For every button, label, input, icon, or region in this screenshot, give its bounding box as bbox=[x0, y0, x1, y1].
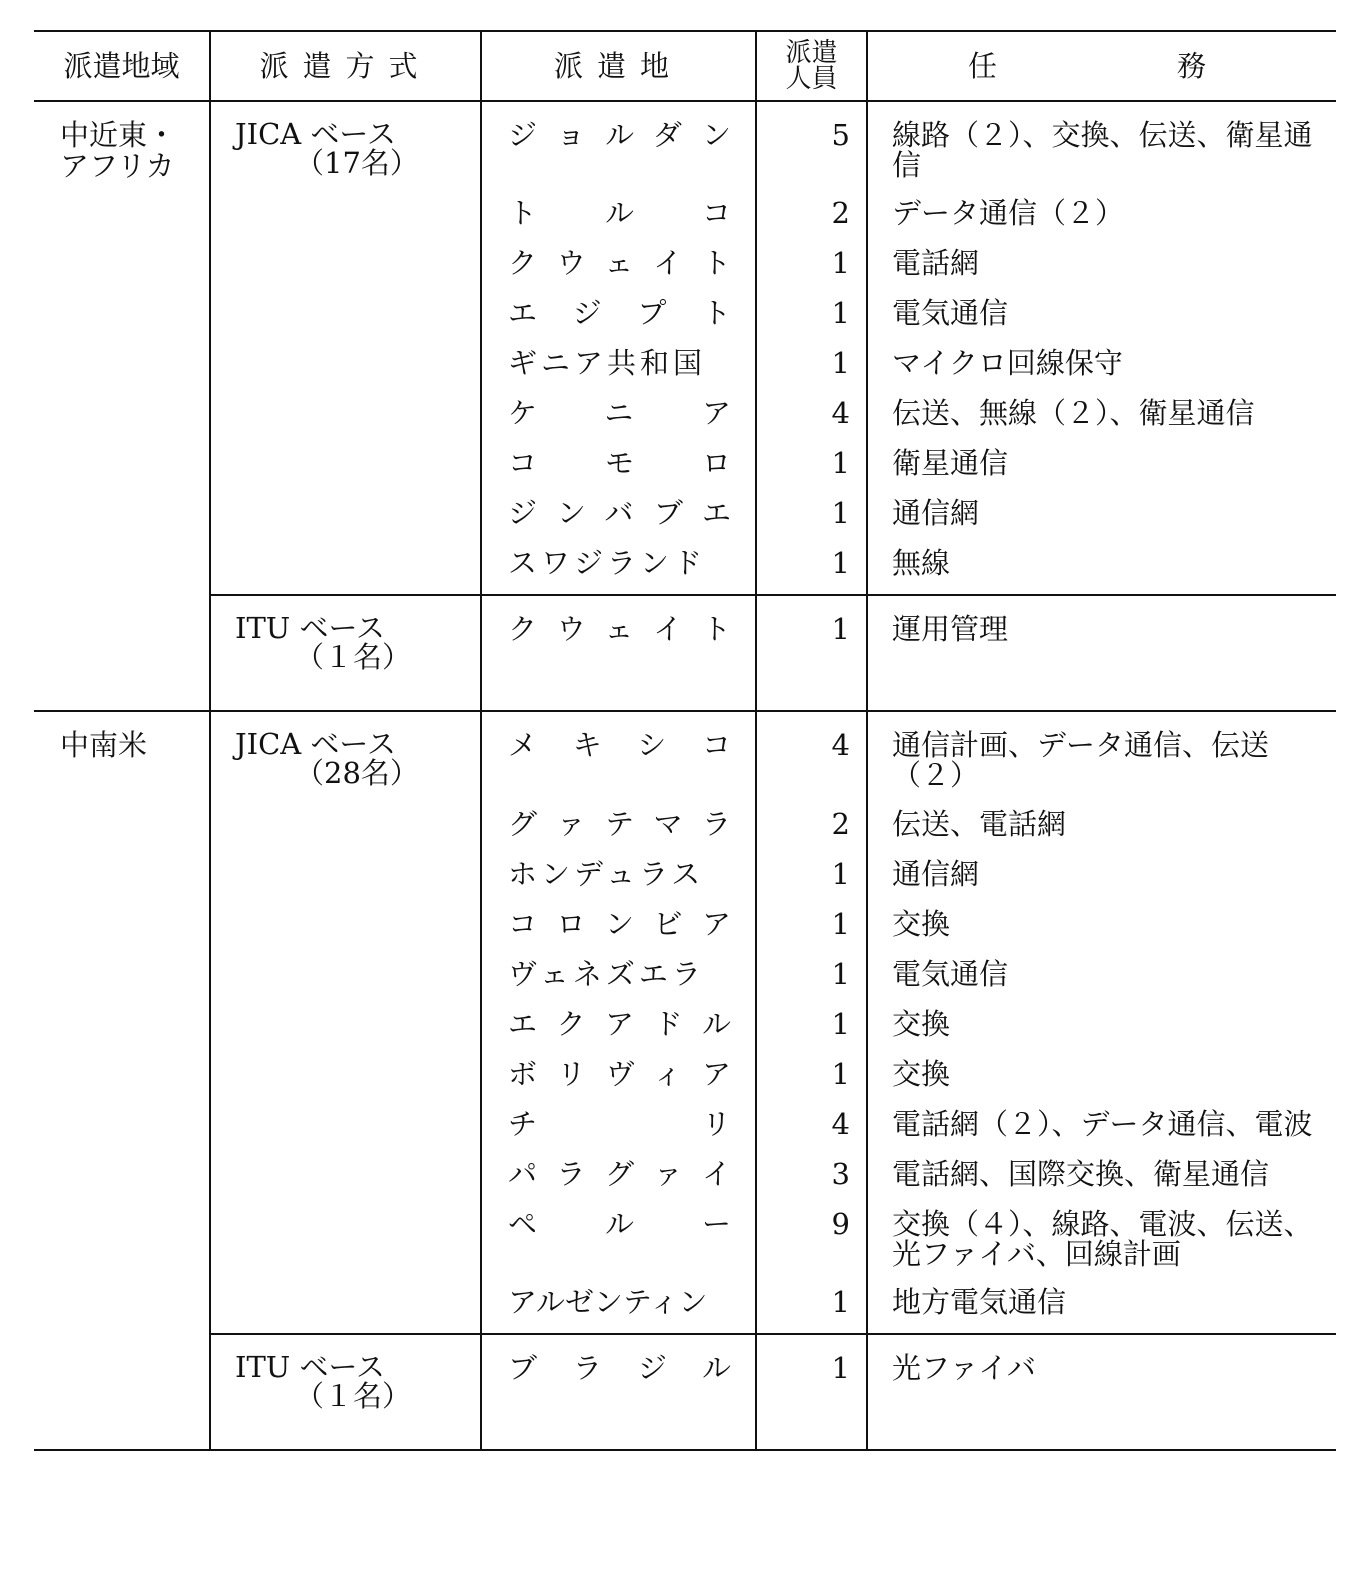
region-cell bbox=[34, 711, 210, 1450]
destination-cell bbox=[481, 1141, 756, 1191]
count-cell: 4 bbox=[756, 380, 867, 430]
count-cell: 4 bbox=[756, 1091, 867, 1141]
destination-cell bbox=[481, 1334, 756, 1450]
method-cell bbox=[210, 1334, 481, 1450]
method-name: ITU ベース bbox=[235, 1349, 386, 1384]
task-cell: 衛星通信 bbox=[867, 430, 1336, 480]
count-cell: 1 bbox=[756, 841, 867, 891]
method-count: （28名） bbox=[295, 756, 419, 791]
destination-name: ヴェネズエラ bbox=[508, 956, 705, 991]
destination-cell bbox=[481, 1191, 756, 1269]
count-cell: 2 bbox=[756, 180, 867, 230]
count-cell: 1 bbox=[756, 941, 867, 991]
task-cell: 電気通信 bbox=[867, 280, 1336, 330]
region-label: 中南米 bbox=[60, 728, 148, 763]
destination-cell bbox=[481, 530, 756, 595]
table-row bbox=[34, 595, 1336, 711]
destination-cell bbox=[481, 480, 756, 530]
count-cell: 5 bbox=[756, 101, 867, 180]
destination-cell bbox=[481, 841, 756, 891]
task-cell: 交換 bbox=[867, 891, 1336, 941]
destination-name: ペルー bbox=[508, 1206, 731, 1241]
count-cell: 3 bbox=[756, 1141, 867, 1191]
destination-cell bbox=[481, 791, 756, 841]
header-task: 任 務 bbox=[867, 31, 1336, 101]
count-cell: 1 bbox=[756, 480, 867, 530]
destination-cell bbox=[481, 991, 756, 1041]
destination-name: トルコ bbox=[508, 196, 731, 231]
header-count: 派遣 人員 bbox=[756, 31, 867, 101]
destination-name: チリ bbox=[508, 1106, 731, 1141]
destination-cell bbox=[481, 180, 756, 230]
destination-cell bbox=[481, 1041, 756, 1091]
destination-name: エクアドル bbox=[508, 1006, 731, 1041]
destination-name: ギニア共和国 bbox=[508, 346, 707, 381]
dispatch-table bbox=[34, 30, 1336, 1451]
task-cell: 地方電気通信 bbox=[867, 1269, 1336, 1334]
count-cell: 1 bbox=[756, 1269, 867, 1334]
method-cell bbox=[210, 595, 481, 711]
task-cell: 電話網、国際交換、衛星通信 bbox=[867, 1141, 1336, 1191]
region-label: アフリカ bbox=[60, 149, 175, 184]
header-destination: 派遣地 bbox=[481, 31, 756, 101]
count-cell: 1 bbox=[756, 330, 867, 380]
count-cell: 1 bbox=[756, 1041, 867, 1091]
destination-cell bbox=[481, 101, 756, 180]
task-cell: 交換 bbox=[867, 991, 1336, 1041]
table-row bbox=[34, 101, 1336, 180]
destination-name: ジョルダン bbox=[508, 118, 731, 152]
count-cell: 1 bbox=[756, 595, 867, 711]
destination-name: グァテマラ bbox=[508, 806, 731, 841]
destination-cell bbox=[481, 230, 756, 280]
task-cell: 通信網 bbox=[867, 841, 1336, 891]
method-cell bbox=[210, 101, 481, 595]
destination-name: アルゼンティン bbox=[508, 1284, 708, 1319]
destination-name: ホンデュラス bbox=[508, 856, 705, 891]
task-cell: 線路（２）、交換、伝送、衛星通信 bbox=[867, 101, 1336, 180]
method-name: ITU ベース bbox=[235, 611, 386, 646]
task-cell: 伝送、電話網 bbox=[867, 791, 1336, 841]
destination-cell bbox=[481, 1091, 756, 1141]
method-count: （17名） bbox=[295, 146, 419, 180]
table-header bbox=[34, 31, 1336, 101]
method-count: （１名） bbox=[295, 640, 412, 675]
count-cell: 4 bbox=[756, 711, 867, 790]
count-cell: 2 bbox=[756, 791, 867, 841]
destination-cell bbox=[481, 941, 756, 991]
destination-name: クウェイト bbox=[508, 612, 731, 647]
method-count: （１名） bbox=[295, 1378, 412, 1413]
destination-name: ケニア bbox=[508, 396, 731, 431]
task-cell: 光ファイバ bbox=[867, 1334, 1336, 1450]
destination-cell bbox=[481, 711, 756, 790]
destination-name: パラグァイ bbox=[508, 1156, 731, 1191]
region-label: 中近東・ bbox=[60, 118, 177, 152]
destination-cell bbox=[481, 1269, 756, 1334]
count-cell: 9 bbox=[756, 1191, 867, 1269]
header-region: 派遣地域 bbox=[34, 31, 210, 101]
table-row bbox=[34, 711, 1336, 790]
destination-name: コモロ bbox=[508, 446, 731, 481]
header-method: 派遣方式 bbox=[210, 31, 481, 101]
table-body bbox=[34, 101, 1336, 1450]
destination-name: エジプト bbox=[508, 296, 731, 331]
destination-name: ボリヴィア bbox=[508, 1056, 731, 1091]
task-cell: 運用管理 bbox=[867, 595, 1336, 711]
task-cell: 交換 bbox=[867, 1041, 1336, 1091]
count-cell: 1 bbox=[756, 891, 867, 941]
task-cell: 交換（４）、線路、電波、伝送、光ファイバ、回線計画 bbox=[867, 1191, 1336, 1269]
destination-name: コロンビア bbox=[508, 906, 731, 941]
destination-name: ジンバブエ bbox=[508, 496, 731, 531]
task-cell: データ通信（２） bbox=[867, 180, 1336, 230]
task-cell: 電気通信 bbox=[867, 941, 1336, 991]
destination-cell bbox=[481, 280, 756, 330]
destination-name: クウェイト bbox=[508, 246, 731, 281]
region-cell bbox=[34, 101, 210, 711]
task-cell: 無線 bbox=[867, 530, 1336, 595]
destination-name: ブラジル bbox=[508, 1350, 731, 1385]
table-row bbox=[34, 1334, 1336, 1450]
destination-cell bbox=[481, 380, 756, 430]
task-cell: 通信網 bbox=[867, 480, 1336, 530]
destination-name: スワジランド bbox=[508, 546, 707, 581]
destination-cell bbox=[481, 595, 756, 711]
method-cell bbox=[210, 711, 481, 1334]
task-cell: 電話網 bbox=[867, 230, 1336, 280]
count-cell: 1 bbox=[756, 530, 867, 595]
destination-name: メキシコ bbox=[508, 728, 731, 763]
dispatch-table-container bbox=[34, 30, 1336, 1451]
count-cell: 1 bbox=[756, 1334, 867, 1450]
task-cell: 通信計画、データ通信、伝送（２） bbox=[867, 711, 1336, 790]
count-cell: 1 bbox=[756, 280, 867, 330]
task-cell: マイクロ回線保守 bbox=[867, 330, 1336, 380]
count-cell: 1 bbox=[756, 430, 867, 480]
method-name: JICA ベース bbox=[235, 117, 396, 151]
count-cell: 1 bbox=[756, 991, 867, 1041]
destination-cell bbox=[481, 430, 756, 480]
task-cell: 電話網（２）、データ通信、電波 bbox=[867, 1091, 1336, 1141]
task-cell: 伝送、無線（２）、衛星通信 bbox=[867, 380, 1336, 430]
method-name: JICA ベース bbox=[235, 727, 396, 762]
destination-cell bbox=[481, 891, 756, 941]
destination-cell bbox=[481, 330, 756, 380]
count-cell: 1 bbox=[756, 230, 867, 280]
